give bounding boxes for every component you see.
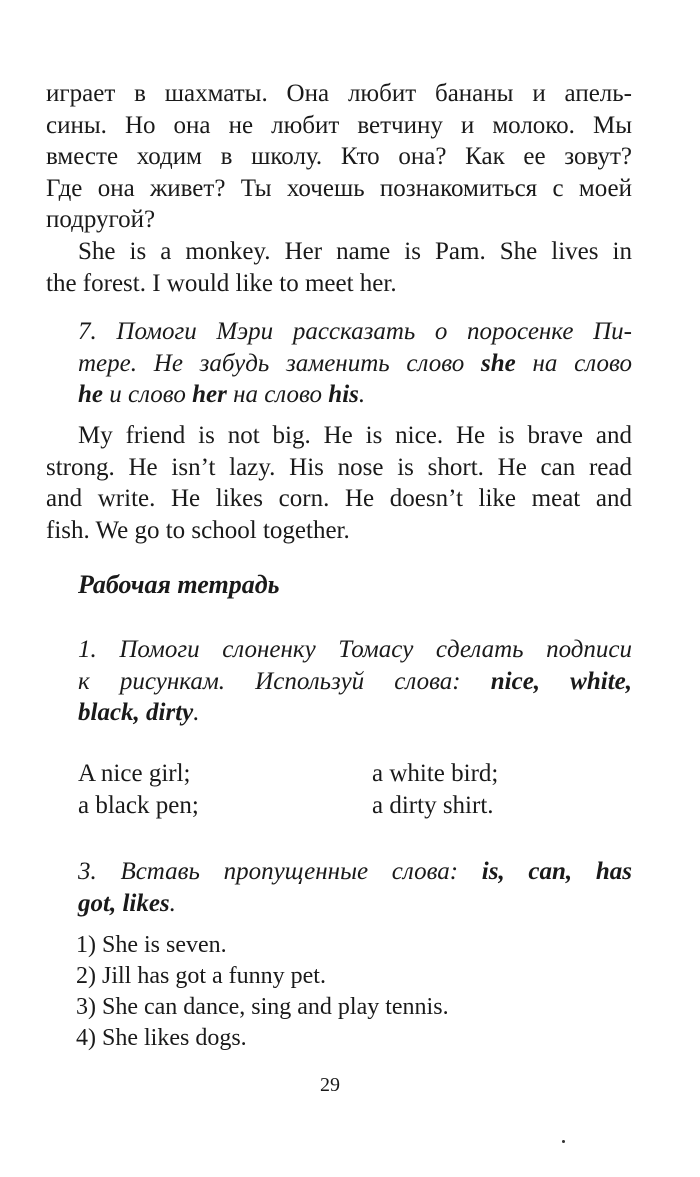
text-line: играет в шахматы. Она любит бананы и апель- — [46, 80, 632, 107]
list-item: 1) She is seven. — [76, 932, 227, 958]
text-span: . — [193, 699, 200, 726]
keyword: he — [78, 381, 103, 408]
text-span: на слово — [226, 381, 329, 408]
text-span: и слово — [103, 381, 193, 408]
text-line: My friend is not big. He is nice. He is brave and — [78, 422, 632, 449]
text-span: к рисункам. Используй слова: — [78, 667, 491, 695]
answer-paragraph — [46, 236, 632, 299]
task-7-instruction — [78, 316, 632, 411]
print-speck — [562, 1140, 565, 1143]
text-line: a white bird; — [372, 760, 499, 787]
task-1-instruction — [78, 634, 632, 729]
text-span: тере. Не забудь заменить слово — [78, 349, 481, 377]
text-line: сины. Но она не любит ветчину и молоко. Мы — [46, 111, 632, 139]
text-line: fish. We go to school together. — [46, 516, 350, 544]
text-line: a dirty shirt. — [372, 791, 494, 819]
workbook-heading: Рабочая тетрадь — [78, 570, 280, 599]
text-line: 7. Помоги Мэри рассказать о поросенке Пи- — [78, 318, 632, 345]
text-span: . — [358, 381, 366, 408]
text-line: A nice girl; — [78, 760, 191, 787]
list-item: 3) She can dance, sing and play tennis. — [76, 994, 449, 1020]
keyword: she — [481, 349, 516, 377]
keyword: nice, white, — [490, 667, 632, 695]
task-1-answers-left — [78, 758, 199, 821]
text-line: a black pen; — [78, 791, 199, 819]
task-3-answers — [76, 930, 449, 1054]
text-line — [78, 348, 632, 380]
text-line: Где она живет? Ты хочешь познакомиться с моей — [46, 174, 632, 202]
text-line — [78, 379, 632, 411]
text-line — [78, 856, 632, 888]
intro-paragraph — [46, 78, 632, 236]
text-line: 1. Помоги слоненку Томасу сделать подписи — [78, 636, 632, 663]
text-line — [78, 666, 632, 698]
keyword: black, dirty — [78, 699, 194, 726]
text-line: She is a monkey. Her name is Pam. She lives in — [78, 238, 632, 265]
text-line: and write. He likes corn. He doesn’t like meat and — [46, 485, 632, 512]
list-item: 2) Jill has got a funny pet. — [76, 963, 326, 989]
text-line: вместе ходим в школу. Кто она? Как ее зовут? — [46, 143, 632, 170]
text-line — [78, 888, 632, 920]
text-line: strong. He isn’t lazy. His nose is short. He can read — [46, 453, 632, 481]
keyword: got, likes — [78, 889, 170, 917]
text-line: the forest. I would like to meet her. — [46, 269, 397, 297]
keyword: her — [192, 381, 227, 408]
keyword: his — [328, 381, 359, 408]
task-3-instruction — [78, 856, 632, 919]
text-span: . — [169, 889, 176, 917]
text-span: на слово — [515, 349, 632, 377]
keyword: is, can, has — [481, 858, 632, 885]
page-number: 29 — [320, 1074, 340, 1096]
text-span: 3. Вставь пропущенные слова: — [78, 858, 482, 885]
text-line — [78, 697, 632, 729]
list-item: 4) She likes dogs. — [76, 1025, 247, 1051]
text-line: подругой? — [46, 206, 156, 233]
task-7-answer — [46, 420, 632, 546]
task-1-answers-right — [372, 758, 498, 821]
